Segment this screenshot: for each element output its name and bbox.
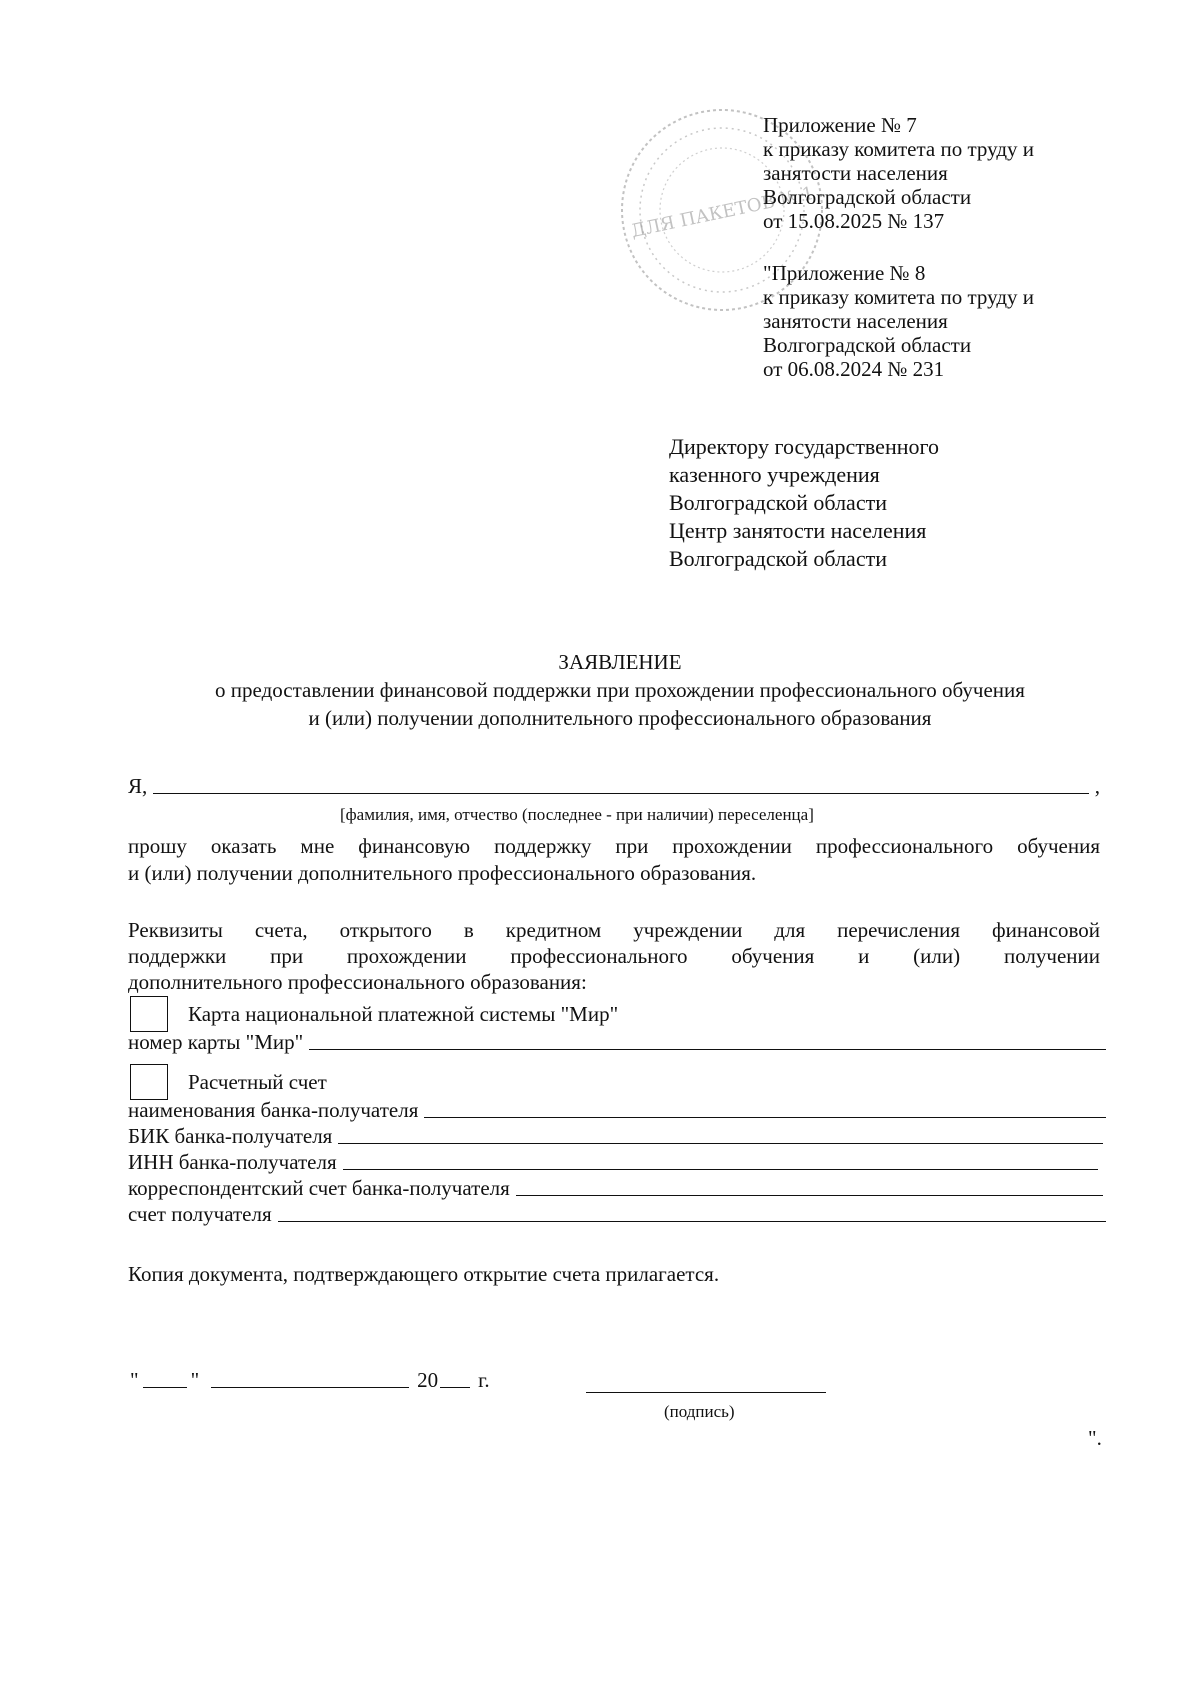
- requisites-line: Реквизиты счета, открытого в кредитном учреждении для перечисления финансовой: [128, 918, 1100, 942]
- year-suffix: г.: [478, 1368, 490, 1392]
- bik-label: БИК банка-получателя: [128, 1124, 333, 1148]
- applicant-suffix: ,: [1094, 774, 1100, 798]
- day-field[interactable]: [143, 1386, 187, 1388]
- account-checkbox[interactable]: [130, 1064, 168, 1100]
- appendix-7-line: от 15.08.2025 № 137: [763, 209, 945, 233]
- recipient-account-field[interactable]: [278, 1220, 1106, 1222]
- document-subtitle: о предоставлении финансовой поддержки при прохождении профессионального обучения: [215, 678, 1025, 702]
- addressee-line: Волгоградской области: [669, 546, 887, 571]
- addressee-line: казенного учреждения: [669, 462, 880, 487]
- applicant-caption: [фамилия, имя, отчество (последнее - при наличии) переселенца]: [340, 805, 814, 824]
- recipient-account-label: счет получателя: [128, 1202, 272, 1226]
- account-label: Расчетный счет: [188, 1070, 327, 1094]
- quote-close: ": [190, 1368, 200, 1392]
- year-field[interactable]: [440, 1386, 470, 1388]
- recipient-account-row: [128, 1202, 1106, 1226]
- applicant-row: [128, 774, 1100, 798]
- appendix-7-block: [763, 113, 1183, 233]
- document-title: ЗАЯВЛЕНИЕ: [558, 650, 682, 674]
- appendix-7-line: Приложение № 7: [763, 113, 917, 137]
- mir-number-label: номер карты "Мир": [128, 1030, 304, 1054]
- appendix-8-line: "Приложение № 8: [763, 261, 926, 285]
- bik-row: [128, 1124, 1103, 1148]
- mir-card-checkbox[interactable]: [130, 996, 168, 1032]
- corr-account-field[interactable]: [516, 1194, 1103, 1196]
- corr-account-label: корреспондентский счет банка-получателя: [128, 1176, 510, 1200]
- svg-text:ДЛЯ ПАКЕТОВ № 1: ДЛЯ ПАКЕТОВ № 1: [629, 182, 816, 243]
- inn-row: [128, 1150, 1098, 1174]
- addressee-block: [669, 433, 939, 573]
- inn-field[interactable]: [343, 1168, 1098, 1170]
- appendix-7-line: Волгоградской области: [763, 185, 972, 209]
- bank-name-label: наименования банка-получателя: [128, 1098, 419, 1122]
- date-row: [130, 1368, 490, 1392]
- year-prefix: 20: [417, 1368, 439, 1392]
- appendix-8-line: занятости населения: [763, 309, 948, 333]
- mir-number-field[interactable]: [309, 1048, 1106, 1050]
- addressee-line: Центр занятости населения: [669, 518, 927, 543]
- appendix-8-line: от 06.08.2024 № 231: [763, 357, 945, 381]
- addressee-line: Директору государственного: [669, 434, 939, 459]
- mir-number-row: [128, 1030, 1106, 1054]
- quote-open: ": [130, 1368, 139, 1392]
- appendix-7-line: к приказу комитета по труду и: [763, 137, 1035, 161]
- appendix-8-line: к приказу комитета по труду и: [763, 285, 1035, 309]
- document-subtitle: и (или) получении дополнительного профессионального образования: [308, 706, 932, 730]
- addressee-line: Волгоградской области: [669, 490, 887, 515]
- requisites-line: дополнительного профессионального образования:: [128, 970, 587, 994]
- appendix-8-block: [763, 261, 1183, 381]
- request-line: и (или) получении дополнительного профессионального образования.: [128, 861, 757, 885]
- bank-name-field[interactable]: [424, 1116, 1106, 1118]
- request-line: прошу оказать мне финансовую поддержку при прохождении профессионального обучения: [128, 834, 1100, 858]
- mir-card-label: Карта национальной платежной системы "Мир": [188, 1002, 619, 1026]
- bank-name-row: [128, 1098, 1106, 1122]
- closing-quote: ".: [1088, 1426, 1102, 1450]
- applicant-prefix: Я,: [128, 774, 148, 798]
- signature-field[interactable]: [586, 1391, 826, 1393]
- signature-caption: (подпись): [664, 1402, 735, 1421]
- inn-label: ИНН банка-получателя: [128, 1150, 337, 1174]
- copy-note: Копия документа, подтверждающего открытие счета прилагается.: [128, 1262, 720, 1286]
- appendix-7-line: занятости населения: [763, 161, 948, 185]
- appendix-8-line: Волгоградской области: [763, 333, 972, 357]
- applicant-name-field[interactable]: [153, 792, 1088, 794]
- month-field[interactable]: [211, 1386, 409, 1388]
- corr-account-row: [128, 1176, 1103, 1200]
- requisites-line: поддержки при прохождении профессионального обучения и (или) получении: [128, 944, 1100, 968]
- bik-field[interactable]: [338, 1142, 1103, 1144]
